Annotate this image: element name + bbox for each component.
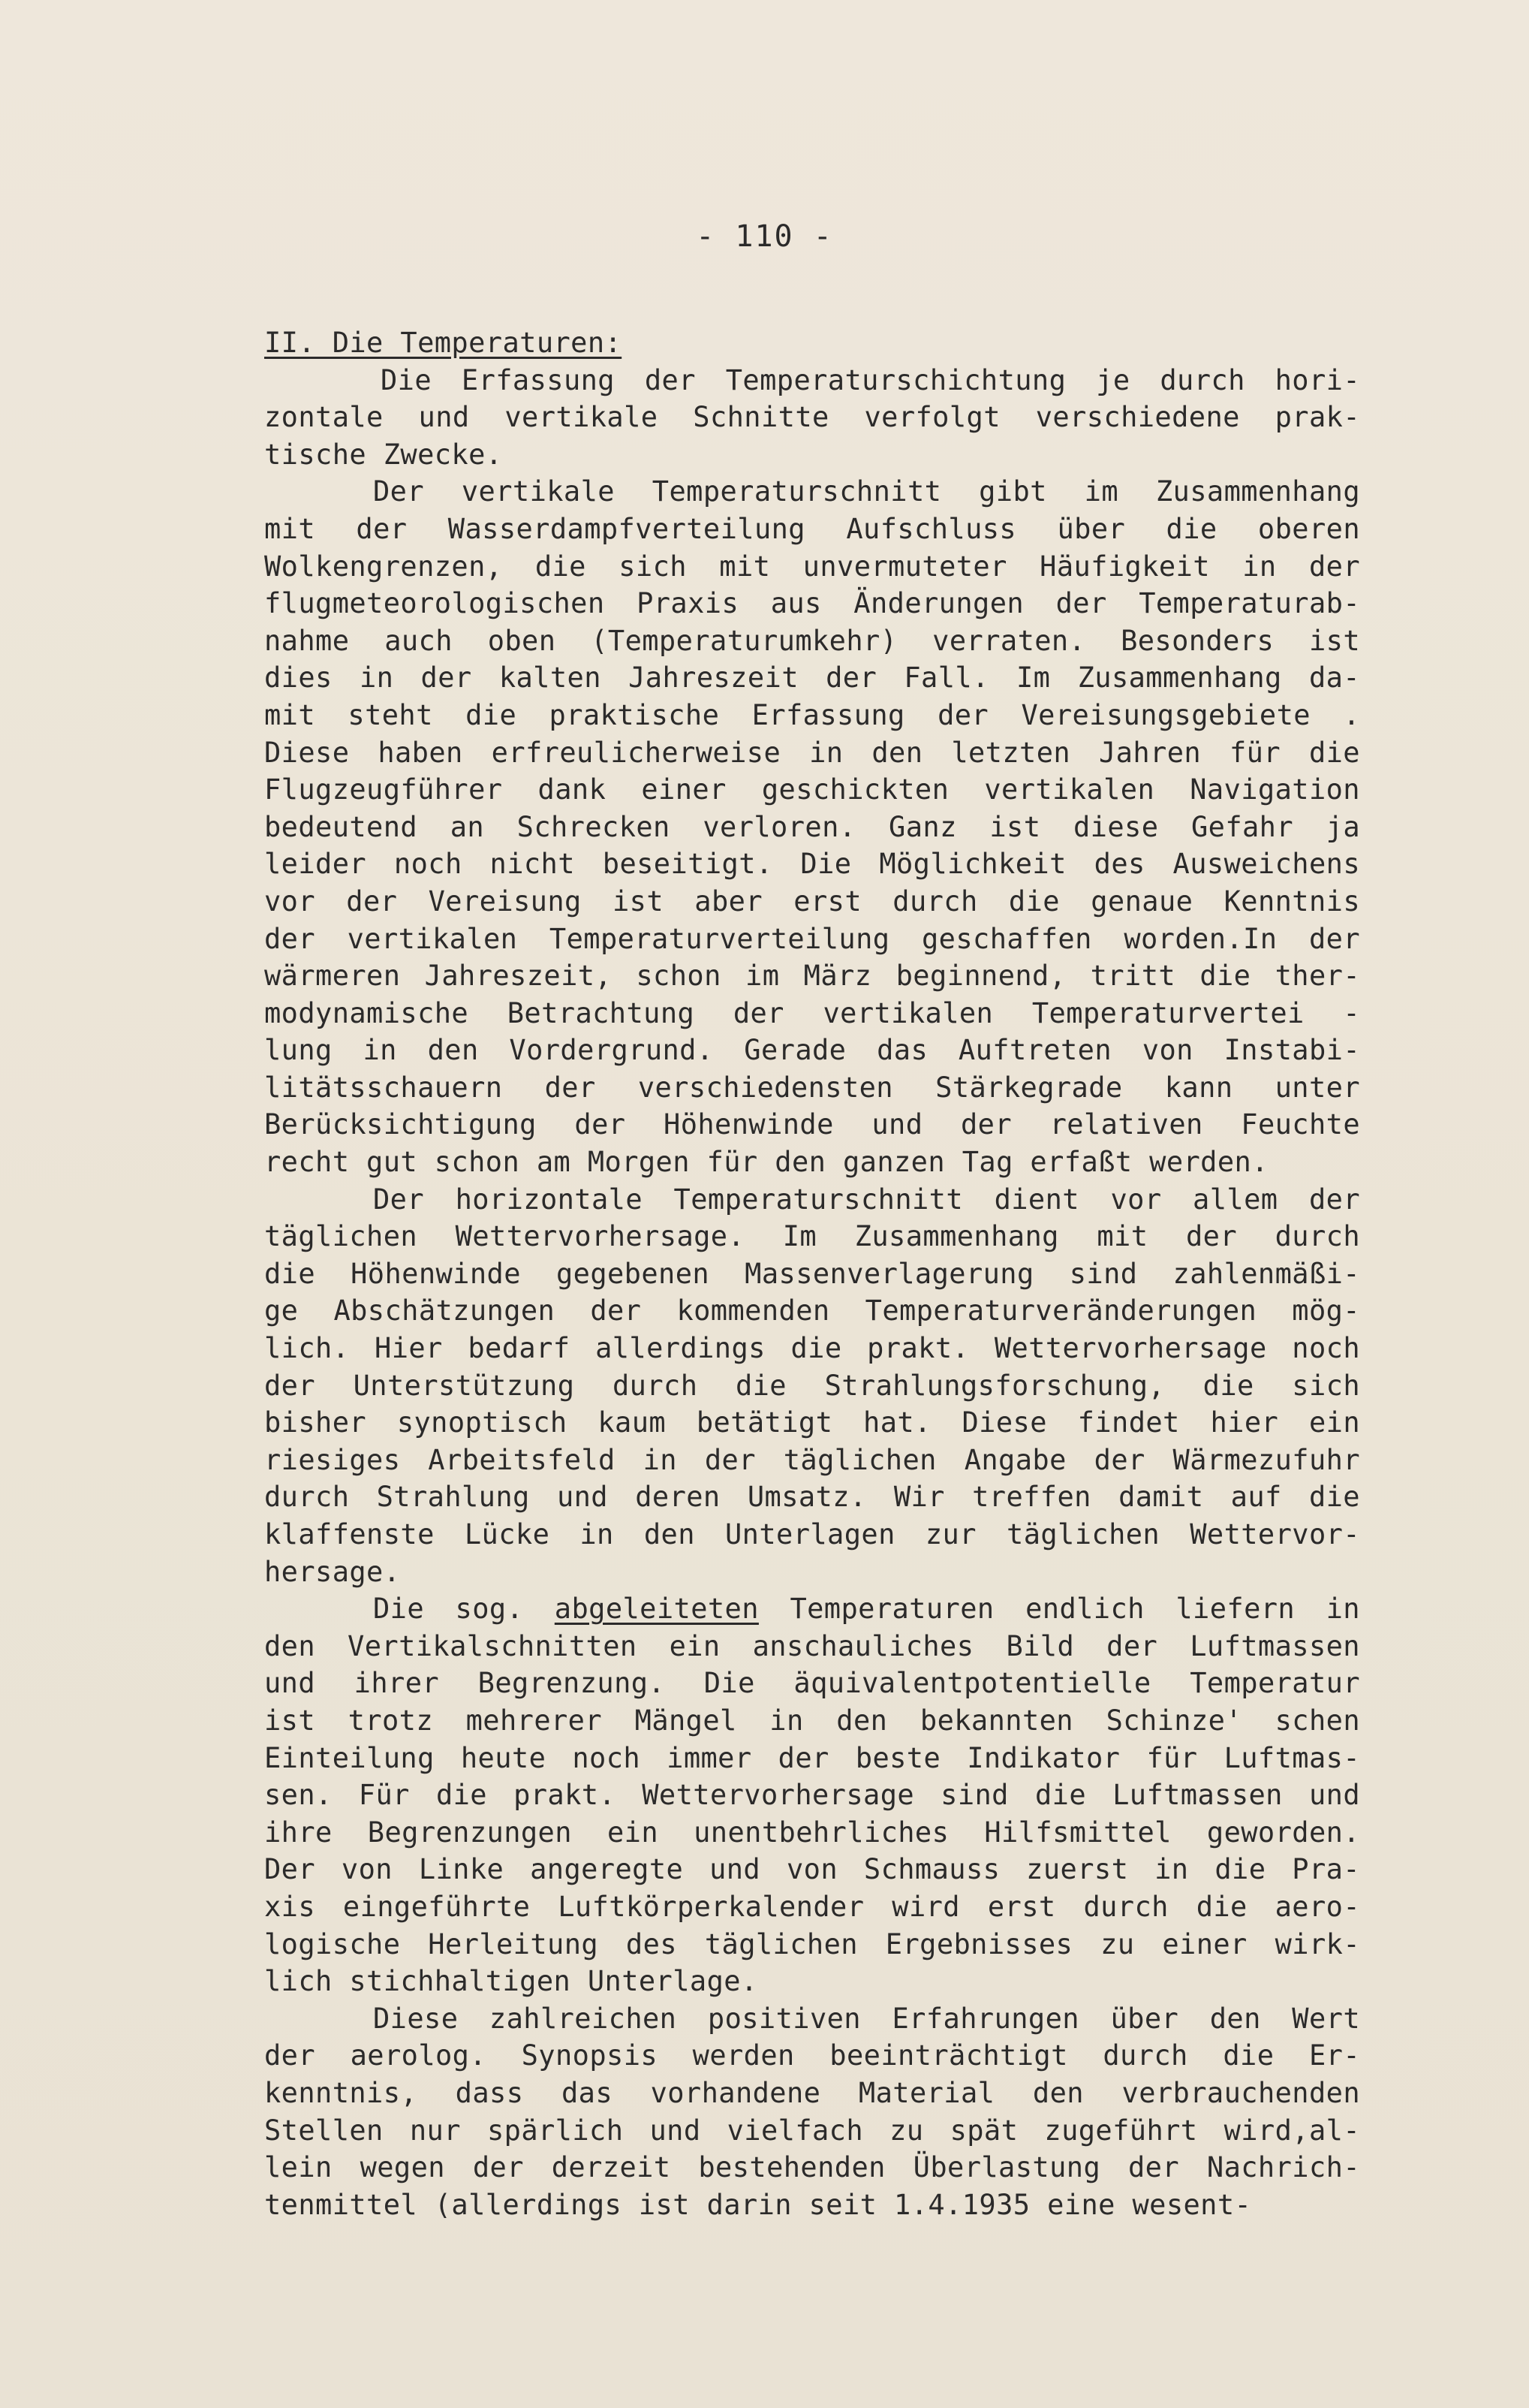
- paragraph-container: [264, 362, 1360, 2224]
- text-line: Berücksichtigung der Höhenwinde und der relativen Feuchte: [264, 1108, 1360, 1141]
- text-line: und ihrer Begrenzung. Die äquivalentpotentielle Temperatur: [264, 1667, 1360, 1700]
- text-line: zontale und vertikale Schnitte verfolgt verschiedene prak-: [264, 401, 1360, 434]
- text-line: der vertikalen Temperaturverteilung geschaffen worden.In der: [264, 922, 1360, 955]
- text-line: Die Erfassung der Temperaturschichtung je durch hori-: [381, 363, 1360, 396]
- text-line: hersage.: [264, 1555, 401, 1588]
- text-line: Der von Linke angeregte und von Schmauss zuerst in die Pra-: [264, 1853, 1360, 1886]
- text-line: Flugzeugführer dank einer geschickten vertikalen Navigation: [264, 773, 1360, 806]
- text-line: Der horizontale Temperaturschnitt dient vor allem der: [373, 1183, 1360, 1216]
- section-heading: II. Die Temperaturen:: [264, 327, 622, 359]
- text-line: modynamische Betrachtung der vertikalen Temperaturvertei -: [264, 996, 1360, 1029]
- text-line: tische Zwecke.: [264, 438, 503, 471]
- text-line: lung in den Vordergrund. Gerade das Auftreten von Instabi-: [264, 1034, 1360, 1067]
- text-line: xis eingeführte Luftkörperkalender wird erst durch die aero-: [264, 1890, 1360, 1923]
- text-line: Der vertikale Temperaturschnitt gibt im Zusammenhang: [373, 475, 1360, 508]
- text-line: dies in der kalten Jahreszeit der Fall. Im Zusammenhang da-: [264, 662, 1360, 695]
- text-line: lein wegen der derzeit bestehenden Überlastung der Nachrich-: [264, 2151, 1360, 2184]
- text-line: leider noch nicht beseitigt. Die Möglichkeit des Ausweichens: [264, 848, 1360, 881]
- text-line: mit steht die praktische Erfassung der Vereisungsgebiete .: [264, 698, 1360, 731]
- text-line: den Vertikalschnitten ein anschauliches Bild der Luftmassen: [264, 1629, 1360, 1662]
- text-line: der Unterstützung durch die Strahlungsforschung, die sich: [264, 1369, 1360, 1402]
- text-line: kenntnis, dass das vorhandene Material den verbrauchenden: [264, 2076, 1360, 2109]
- text-line: bisher synoptisch kaum betätigt hat. Diese findet hier ein: [264, 1406, 1360, 1439]
- text-line: täglichen Wettervorhersage. Im Zusammenhang mit der durch: [264, 1220, 1360, 1253]
- text-line: bedeutend an Schrecken verloren. Ganz ist diese Gefahr ja: [264, 810, 1360, 843]
- text-line: ge Abschätzungen der kommenden Temperaturveränderungen mög-: [264, 1294, 1360, 1328]
- paragraph: [264, 1590, 1360, 2000]
- text-line: Wolkengrenzen, die sich mit unvermuteter Häufigkeit in der: [264, 550, 1360, 583]
- text-line: flugmeteorologischen Praxis aus Änderungen der Temperaturab-: [264, 587, 1360, 620]
- paragraph: [264, 1181, 1360, 1591]
- text-line: wärmeren Jahreszeit, schon im März beginnend, tritt die ther-: [264, 960, 1360, 993]
- text-line: mit der Wasserdampfverteilung Aufschluss über die oberen: [264, 512, 1360, 545]
- text-line: vor der Vereisung ist aber erst durch die genaue Kenntnis: [264, 885, 1360, 918]
- text-line: Diese zahlreichen positiven Erfahrungen über den Wert: [373, 2002, 1360, 2035]
- underlined-term: abgeleiteten: [554, 1593, 759, 1626]
- text-line: lich. Hier bedarf allerdings die prakt. Wettervorhersage noch: [264, 1332, 1360, 1365]
- text-line: sen. Für die prakt. Wettervorhersage sind die Luftmassen und: [264, 1779, 1360, 1812]
- text-line: Stellen nur spärlich und vielfach zu spät zugeführt wird,al-: [264, 2114, 1360, 2147]
- paragraph: [264, 473, 1360, 1180]
- text-line: logische Herleitung des täglichen Ergebnisses zu einer wirk-: [264, 1927, 1360, 1960]
- text-line: ihre Begrenzungen ein unentbehrliches Hilfsmittel geworden.: [264, 1816, 1360, 1849]
- section-heading-line: [264, 324, 1360, 362]
- text-line: litätsschauern der verschiedensten Stärkegrade kann unter: [264, 1071, 1360, 1104]
- text-line: die Höhenwinde gegebenen Massenverlagerung sind zahlenmäßi-: [264, 1257, 1360, 1290]
- text-line: Diese haben erfreulicherweise in den letzten Jahren für die: [264, 736, 1360, 769]
- text-line: klaffenste Lücke in den Unterlagen zur täglichen Wettervor-: [264, 1518, 1360, 1551]
- text-line: recht gut schon am Morgen für den ganzen Tag erfaßt werden.: [264, 1146, 1269, 1179]
- text-line: ist trotz mehrerer Mängel in den bekannten Schinze' schen: [264, 1704, 1360, 1737]
- text-line: durch Strahlung und deren Umsatz. Wir treffen damit auf die: [264, 1481, 1360, 1514]
- body-text: [264, 324, 1360, 2223]
- text-line: nahme auch oben (Temperaturumkehr) verraten. Besonders ist: [264, 624, 1360, 657]
- text-line: tenmittel (allerdings ist darin seit 1.4.1935 eine wesent-: [264, 2188, 1252, 2221]
- text-line: der aerolog. Synopsis werden beeinträchtigt durch die Er-: [264, 2039, 1360, 2072]
- paragraph: [264, 362, 1360, 474]
- paragraph: [264, 2000, 1360, 2224]
- text-line: Einteilung heute noch immer der beste Indikator für Luftmas-: [264, 1741, 1360, 1774]
- text-line: lich stichhaltigen Unterlage.: [264, 1965, 758, 1998]
- page-number: - 110 -: [696, 219, 833, 254]
- text-line: Die sog. abgeleiteten Temperaturen endlich liefern in: [373, 1593, 1360, 1626]
- text-line: riesiges Arbeitsfeld in der täglichen Angabe der Wärmezufuhr: [264, 1443, 1360, 1476]
